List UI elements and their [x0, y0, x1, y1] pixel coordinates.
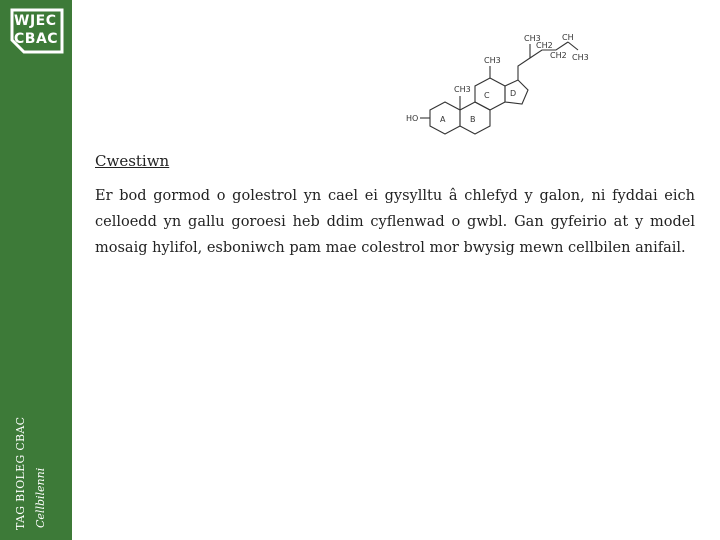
- methyl-label-21: CH3: [524, 34, 541, 43]
- cholesterol-structure-diagram: [400, 30, 590, 155]
- methyl-label-19: CH3: [454, 85, 471, 94]
- methine-label-25: CH: [562, 33, 574, 42]
- ring-label-b: B: [470, 115, 476, 124]
- hydroxyl-label: HO: [406, 114, 419, 123]
- methyl-label-18: CH3: [484, 56, 501, 65]
- logo-line-1: WJEC: [14, 13, 57, 29]
- sidebar: [0, 0, 72, 540]
- course-label: TAG BIOLEG CBAC: [14, 416, 27, 530]
- question-body: Er bod gormod o golestrol yn cael ei gysylltu â chlefyd y galon, ni fyddai eich celloedd yn gallu goroesi heb ddim cyflenwad o gwbl. Gan gyfeirio at y model mosaig hylifol, esboniwch pam mae colestrol mor bwysig mewn cellbilen anifail.: [95, 188, 695, 256]
- methylene-label-23: CH2: [550, 51, 567, 60]
- logo-line-2: CBAC: [14, 31, 59, 47]
- ring-label-d: D: [510, 89, 517, 98]
- ring-label-c: C: [484, 91, 490, 100]
- methyl-label-27: CH3: [572, 53, 589, 62]
- methylene-label-22: CH2: [536, 41, 553, 50]
- question-heading: Cwestiwn: [95, 152, 170, 170]
- ring-label-a: A: [440, 115, 446, 124]
- topic-label: Cellbilenni: [34, 467, 47, 528]
